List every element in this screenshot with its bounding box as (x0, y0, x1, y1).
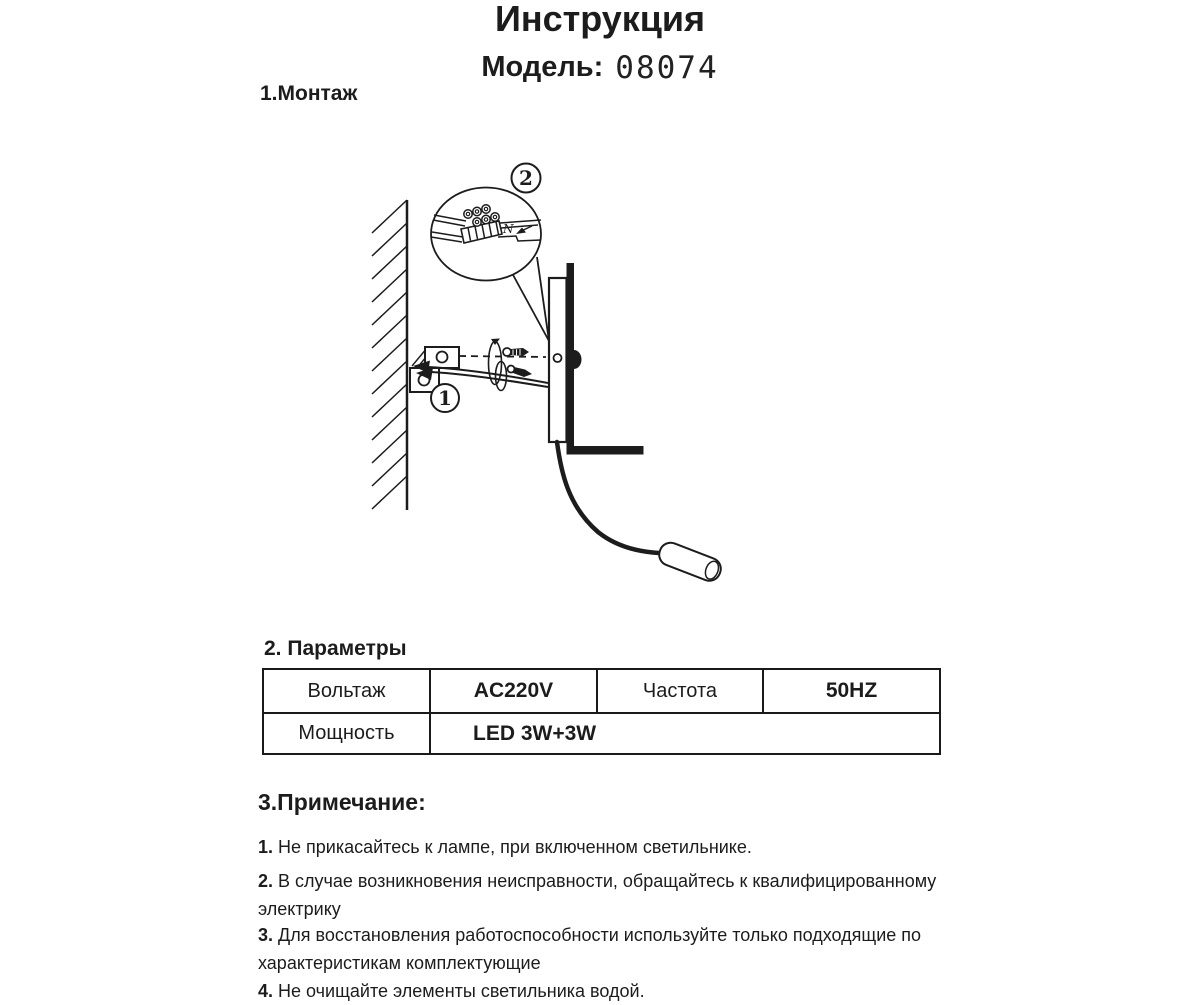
spec-table (262, 668, 941, 755)
note-number: 3. (258, 925, 274, 945)
note-number: 4. (258, 981, 274, 1001)
parameters-heading: 2. Параметры (264, 637, 407, 660)
screw-icon-2 (508, 366, 533, 378)
note-number: 1. (258, 837, 274, 857)
mounting-heading: 1.Монтаж (260, 82, 358, 105)
wire-n-label: N (503, 222, 514, 236)
frequency-label-cell: Частота (596, 670, 762, 712)
step-1-marker (431, 384, 459, 412)
step-2-marker (512, 164, 541, 193)
note-item-2 (258, 867, 978, 923)
note-text: Для восстановления работоспособности используйте только подходящие по характеристикам комплектующие (258, 925, 922, 973)
power-label-cell: Мощность (264, 712, 429, 753)
voltage-label-cell: Вольтаж (264, 670, 429, 712)
note-item-1 (258, 833, 978, 861)
note-item-3 (258, 921, 978, 977)
model-label: Модель: (481, 51, 604, 83)
step-1-label: 1 (438, 386, 452, 410)
note-text: Не прикасайтесь к лампе, при включенном светильнике. (273, 837, 752, 857)
page-title: Инструкция (494, 0, 706, 39)
model-number: 08074 (615, 50, 719, 86)
voltage-value-cell: AC220V (429, 670, 596, 712)
switch-knob-icon (574, 350, 582, 369)
screw-icon-1 (503, 348, 529, 356)
mounting-diagram (360, 140, 760, 640)
terminal-callout (431, 188, 549, 342)
model-line (0, 48, 1200, 84)
screw-hole-icon (554, 354, 562, 362)
gooseneck (557, 442, 659, 553)
notes-heading: 3.Примечание: (258, 789, 426, 815)
power-value-cell: LED 3W+3W (429, 712, 939, 753)
step-2-label: 2 (519, 166, 533, 190)
note-number: 2. (258, 871, 274, 891)
lamp-body (549, 263, 644, 455)
note-text: В случае возникновения неисправности, обращайтесь к квалифицированному электрику (258, 871, 937, 919)
frequency-value-cell: 50HZ (762, 670, 939, 712)
wall (372, 200, 407, 510)
lamp-head (656, 540, 724, 584)
note-item-4 (258, 977, 978, 1005)
note-text: Не очищайте элементы светильника водой. (273, 981, 645, 1001)
screw-alignment (459, 339, 546, 391)
